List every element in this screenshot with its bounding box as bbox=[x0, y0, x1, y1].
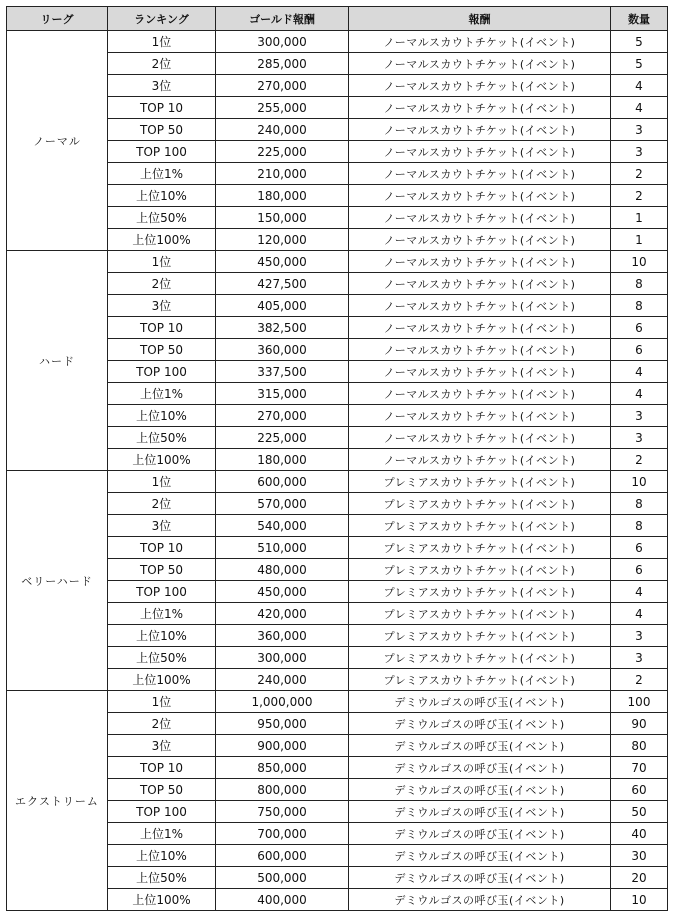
count-cell: 2 bbox=[611, 669, 668, 691]
gold-cell: 315,000 bbox=[216, 383, 349, 405]
rank-cell: TOP 100 bbox=[108, 141, 216, 163]
reward-cell: デミウルゴスの呼び玉(イベント) bbox=[349, 735, 611, 757]
count-cell: 4 bbox=[611, 361, 668, 383]
count-cell: 8 bbox=[611, 493, 668, 515]
count-cell: 4 bbox=[611, 75, 668, 97]
count-cell: 6 bbox=[611, 559, 668, 581]
count-cell: 10 bbox=[611, 251, 668, 273]
gold-cell: 750,000 bbox=[216, 801, 349, 823]
reward-cell: デミウルゴスの呼び玉(イベント) bbox=[349, 867, 611, 889]
reward-cell: デミウルゴスの呼び玉(イベント) bbox=[349, 779, 611, 801]
reward-cell: プレミアスカウトチケット(イベント) bbox=[349, 493, 611, 515]
gold-cell: 255,000 bbox=[216, 97, 349, 119]
reward-cell: ノーマルスカウトチケット(イベント) bbox=[349, 251, 611, 273]
gold-cell: 382,500 bbox=[216, 317, 349, 339]
rewards-table bbox=[6, 6, 668, 911]
rank-cell: TOP 50 bbox=[108, 559, 216, 581]
rank-cell: 上位1% bbox=[108, 163, 216, 185]
rank-cell: TOP 100 bbox=[108, 801, 216, 823]
rank-cell: 2位 bbox=[108, 53, 216, 75]
reward-cell: ノーマルスカウトチケット(イベント) bbox=[349, 383, 611, 405]
reward-cell: プレミアスカウトチケット(イベント) bbox=[349, 669, 611, 691]
gold-cell: 450,000 bbox=[216, 581, 349, 603]
league-name-cell: エクストリーム bbox=[7, 691, 108, 911]
count-cell: 2 bbox=[611, 185, 668, 207]
table-row bbox=[7, 251, 668, 273]
gold-cell: 700,000 bbox=[216, 823, 349, 845]
reward-cell: デミウルゴスの呼び玉(イベント) bbox=[349, 801, 611, 823]
reward-cell: ノーマルスカウトチケット(イベント) bbox=[349, 163, 611, 185]
gold-cell: 337,500 bbox=[216, 361, 349, 383]
reward-cell: プレミアスカウトチケット(イベント) bbox=[349, 603, 611, 625]
gold-cell: 210,000 bbox=[216, 163, 349, 185]
rank-cell: 上位1% bbox=[108, 603, 216, 625]
reward-cell: デミウルゴスの呼び玉(イベント) bbox=[349, 823, 611, 845]
count-cell: 8 bbox=[611, 295, 668, 317]
gold-cell: 225,000 bbox=[216, 427, 349, 449]
gold-cell: 850,000 bbox=[216, 757, 349, 779]
rank-cell: 3位 bbox=[108, 515, 216, 537]
gold-cell: 240,000 bbox=[216, 119, 349, 141]
count-cell: 8 bbox=[611, 273, 668, 295]
header-ranking: ランキング bbox=[108, 7, 216, 31]
gold-cell: 285,000 bbox=[216, 53, 349, 75]
rank-cell: 上位50% bbox=[108, 647, 216, 669]
gold-cell: 1,000,000 bbox=[216, 691, 349, 713]
league-name-cell: ノーマル bbox=[7, 31, 108, 251]
rank-cell: 3位 bbox=[108, 75, 216, 97]
header-count: 数量 bbox=[611, 7, 668, 31]
gold-cell: 270,000 bbox=[216, 75, 349, 97]
rank-cell: 上位10% bbox=[108, 185, 216, 207]
gold-cell: 600,000 bbox=[216, 845, 349, 867]
gold-cell: 570,000 bbox=[216, 493, 349, 515]
count-cell: 3 bbox=[611, 647, 668, 669]
rank-cell: 上位10% bbox=[108, 625, 216, 647]
reward-cell: デミウルゴスの呼び玉(イベント) bbox=[349, 691, 611, 713]
rank-cell: TOP 50 bbox=[108, 339, 216, 361]
count-cell: 2 bbox=[611, 449, 668, 471]
gold-cell: 180,000 bbox=[216, 185, 349, 207]
gold-cell: 240,000 bbox=[216, 669, 349, 691]
gold-cell: 270,000 bbox=[216, 405, 349, 427]
count-cell: 60 bbox=[611, 779, 668, 801]
gold-cell: 300,000 bbox=[216, 647, 349, 669]
count-cell: 90 bbox=[611, 713, 668, 735]
reward-cell: ノーマルスカウトチケット(イベント) bbox=[349, 295, 611, 317]
table-body bbox=[7, 31, 668, 911]
reward-cell: ノーマルスカウトチケット(イベント) bbox=[349, 185, 611, 207]
count-cell: 3 bbox=[611, 141, 668, 163]
reward-cell: ノーマルスカウトチケット(イベント) bbox=[349, 339, 611, 361]
gold-cell: 300,000 bbox=[216, 31, 349, 53]
reward-cell: ノーマルスカウトチケット(イベント) bbox=[349, 75, 611, 97]
rank-cell: 1位 bbox=[108, 471, 216, 493]
reward-cell: デミウルゴスの呼び玉(イベント) bbox=[349, 889, 611, 911]
gold-cell: 950,000 bbox=[216, 713, 349, 735]
reward-cell: ノーマルスカウトチケット(イベント) bbox=[349, 427, 611, 449]
gold-cell: 900,000 bbox=[216, 735, 349, 757]
count-cell: 1 bbox=[611, 207, 668, 229]
gold-cell: 500,000 bbox=[216, 867, 349, 889]
reward-cell: ノーマルスカウトチケット(イベント) bbox=[349, 31, 611, 53]
rank-cell: TOP 100 bbox=[108, 581, 216, 603]
count-cell: 2 bbox=[611, 163, 668, 185]
rank-cell: 上位10% bbox=[108, 845, 216, 867]
rank-cell: 1位 bbox=[108, 31, 216, 53]
rank-cell: 3位 bbox=[108, 295, 216, 317]
reward-cell: プレミアスカウトチケット(イベント) bbox=[349, 581, 611, 603]
league-name-cell: ベリーハード bbox=[7, 471, 108, 691]
gold-cell: 800,000 bbox=[216, 779, 349, 801]
gold-cell: 180,000 bbox=[216, 449, 349, 471]
count-cell: 4 bbox=[611, 97, 668, 119]
count-cell: 50 bbox=[611, 801, 668, 823]
count-cell: 6 bbox=[611, 339, 668, 361]
header-reward: 報酬 bbox=[349, 7, 611, 31]
rank-cell: TOP 10 bbox=[108, 97, 216, 119]
reward-cell: デミウルゴスの呼び玉(イベント) bbox=[349, 845, 611, 867]
rank-cell: 2位 bbox=[108, 493, 216, 515]
reward-cell: ノーマルスカウトチケット(イベント) bbox=[349, 119, 611, 141]
reward-cell: プレミアスカウトチケット(イベント) bbox=[349, 515, 611, 537]
count-cell: 6 bbox=[611, 317, 668, 339]
rank-cell: TOP 10 bbox=[108, 757, 216, 779]
reward-cell: プレミアスカウトチケット(イベント) bbox=[349, 471, 611, 493]
count-cell: 3 bbox=[611, 427, 668, 449]
reward-cell: プレミアスカウトチケット(イベント) bbox=[349, 625, 611, 647]
table-row bbox=[7, 31, 668, 53]
count-cell: 10 bbox=[611, 471, 668, 493]
reward-cell: ノーマルスカウトチケット(イベント) bbox=[349, 405, 611, 427]
rank-cell: TOP 50 bbox=[108, 779, 216, 801]
rank-cell: 上位10% bbox=[108, 405, 216, 427]
reward-cell: プレミアスカウトチケット(イベント) bbox=[349, 647, 611, 669]
gold-cell: 225,000 bbox=[216, 141, 349, 163]
count-cell: 3 bbox=[611, 625, 668, 647]
gold-cell: 480,000 bbox=[216, 559, 349, 581]
rank-cell: 上位50% bbox=[108, 427, 216, 449]
gold-cell: 360,000 bbox=[216, 339, 349, 361]
reward-cell: ノーマルスカウトチケット(イベント) bbox=[349, 141, 611, 163]
count-cell: 3 bbox=[611, 405, 668, 427]
rank-cell: 2位 bbox=[108, 713, 216, 735]
rank-cell: 上位50% bbox=[108, 207, 216, 229]
gold-cell: 600,000 bbox=[216, 471, 349, 493]
rank-cell: 上位100% bbox=[108, 229, 216, 251]
reward-cell: ノーマルスカウトチケット(イベント) bbox=[349, 229, 611, 251]
gold-cell: 420,000 bbox=[216, 603, 349, 625]
table-row bbox=[7, 471, 668, 493]
count-cell: 40 bbox=[611, 823, 668, 845]
gold-cell: 405,000 bbox=[216, 295, 349, 317]
rank-cell: TOP 10 bbox=[108, 317, 216, 339]
rank-cell: 上位100% bbox=[108, 669, 216, 691]
count-cell: 4 bbox=[611, 383, 668, 405]
gold-cell: 360,000 bbox=[216, 625, 349, 647]
rank-cell: 上位100% bbox=[108, 449, 216, 471]
count-cell: 5 bbox=[611, 31, 668, 53]
rank-cell: 上位1% bbox=[108, 383, 216, 405]
count-cell: 4 bbox=[611, 581, 668, 603]
league-name-cell: ハード bbox=[7, 251, 108, 471]
rank-cell: 1位 bbox=[108, 691, 216, 713]
gold-cell: 400,000 bbox=[216, 889, 349, 911]
table-row bbox=[7, 691, 668, 713]
rank-cell: 上位100% bbox=[108, 889, 216, 911]
gold-cell: 427,500 bbox=[216, 273, 349, 295]
count-cell: 1 bbox=[611, 229, 668, 251]
count-cell: 10 bbox=[611, 889, 668, 911]
reward-cell: ノーマルスカウトチケット(イベント) bbox=[349, 317, 611, 339]
reward-cell: ノーマルスカウトチケット(イベント) bbox=[349, 361, 611, 383]
count-cell: 30 bbox=[611, 845, 668, 867]
reward-cell: プレミアスカウトチケット(イベント) bbox=[349, 537, 611, 559]
rank-cell: TOP 50 bbox=[108, 119, 216, 141]
gold-cell: 150,000 bbox=[216, 207, 349, 229]
gold-cell: 510,000 bbox=[216, 537, 349, 559]
count-cell: 70 bbox=[611, 757, 668, 779]
rank-cell: 上位50% bbox=[108, 867, 216, 889]
gold-cell: 450,000 bbox=[216, 251, 349, 273]
rank-cell: 3位 bbox=[108, 735, 216, 757]
reward-cell: ノーマルスカウトチケット(イベント) bbox=[349, 53, 611, 75]
count-cell: 20 bbox=[611, 867, 668, 889]
gold-cell: 540,000 bbox=[216, 515, 349, 537]
reward-cell: デミウルゴスの呼び玉(イベント) bbox=[349, 713, 611, 735]
rank-cell: 2位 bbox=[108, 273, 216, 295]
count-cell: 100 bbox=[611, 691, 668, 713]
rank-cell: TOP 10 bbox=[108, 537, 216, 559]
reward-cell: デミウルゴスの呼び玉(イベント) bbox=[349, 757, 611, 779]
header-league: リーグ bbox=[7, 7, 108, 31]
reward-cell: ノーマルスカウトチケット(イベント) bbox=[349, 273, 611, 295]
count-cell: 80 bbox=[611, 735, 668, 757]
rank-cell: 上位1% bbox=[108, 823, 216, 845]
count-cell: 5 bbox=[611, 53, 668, 75]
header-row bbox=[7, 7, 668, 31]
gold-cell: 120,000 bbox=[216, 229, 349, 251]
reward-cell: ノーマルスカウトチケット(イベント) bbox=[349, 207, 611, 229]
header-gold: ゴールド報酬 bbox=[216, 7, 349, 31]
count-cell: 8 bbox=[611, 515, 668, 537]
reward-cell: プレミアスカウトチケット(イベント) bbox=[349, 559, 611, 581]
rank-cell: 1位 bbox=[108, 251, 216, 273]
count-cell: 6 bbox=[611, 537, 668, 559]
reward-cell: ノーマルスカウトチケット(イベント) bbox=[349, 449, 611, 471]
count-cell: 4 bbox=[611, 603, 668, 625]
count-cell: 3 bbox=[611, 119, 668, 141]
reward-cell: ノーマルスカウトチケット(イベント) bbox=[349, 97, 611, 119]
rank-cell: TOP 100 bbox=[108, 361, 216, 383]
